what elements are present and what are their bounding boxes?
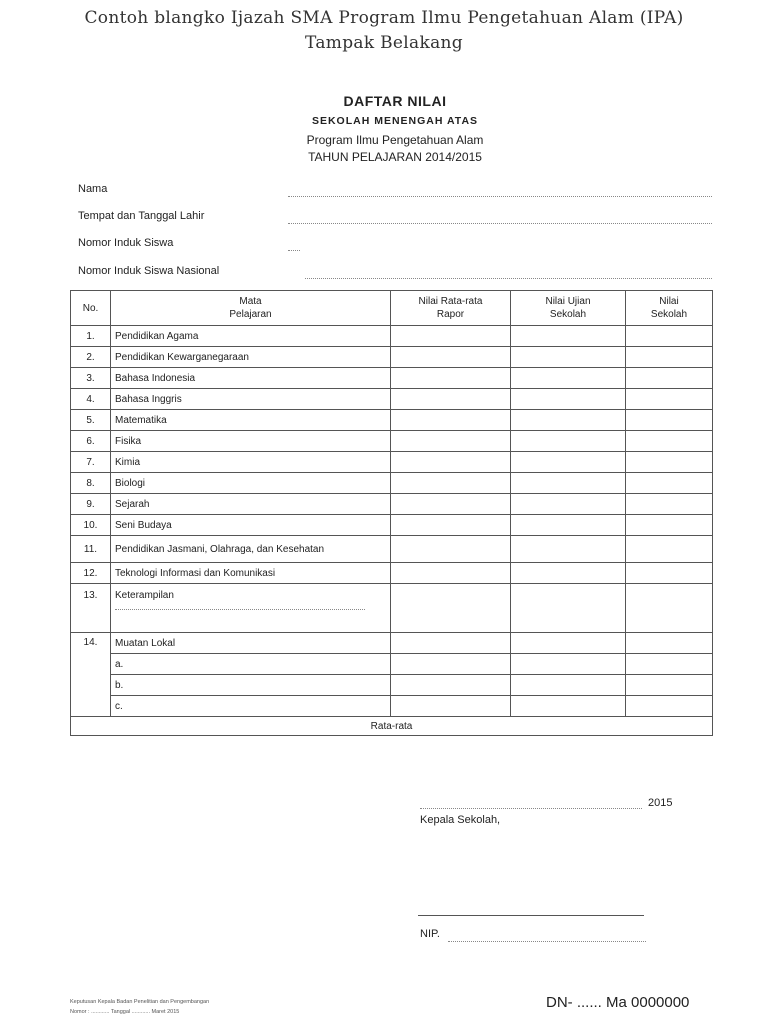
cell-ujian	[511, 347, 626, 368]
table-row	[71, 494, 713, 515]
signature-line	[418, 915, 644, 916]
cell-rapor	[391, 494, 511, 515]
cell-sekolah	[626, 368, 713, 389]
row-subject: Keterampilan	[115, 590, 174, 601]
row-subject: Matematika	[111, 410, 391, 431]
row-no: 2.	[71, 347, 111, 368]
header-sekolah	[626, 291, 713, 326]
field-nisn-dots	[305, 278, 712, 279]
table-row	[71, 536, 713, 563]
table-row	[71, 515, 713, 536]
local-item-c: c.	[111, 696, 391, 717]
table-row	[71, 431, 713, 452]
table-row	[71, 410, 713, 431]
row-no: 13.	[71, 584, 111, 633]
header-rapor-line1: Nilai Rata-rata	[418, 296, 483, 307]
cell-sekolah	[626, 654, 713, 675]
average-label: Rata-rata	[71, 717, 713, 736]
row-no: 1.	[71, 326, 111, 347]
row-subject: Seni Budaya	[111, 515, 391, 536]
cell-sekolah	[626, 696, 713, 717]
cell-ujian	[511, 675, 626, 696]
program-name: Program Ilmu Pengetahuan Alam	[306, 133, 484, 147]
row-subject: Biologi	[111, 473, 391, 494]
header-sekolah-line2: Sekolah	[650, 309, 688, 320]
header-ujian-line1: Nilai Ujian	[545, 296, 591, 307]
header-ujian-line2: Sekolah	[549, 309, 587, 320]
field-name-dots	[288, 196, 712, 197]
cell-sekolah	[626, 389, 713, 410]
header-subject-line2: Pelajaran	[229, 309, 272, 320]
cell-rapor	[391, 696, 511, 717]
table-row	[71, 347, 713, 368]
row-subject: Muatan Lokal	[111, 633, 391, 654]
table-row	[71, 633, 713, 654]
cell-rapor	[391, 410, 511, 431]
cell-ujian	[511, 563, 626, 584]
cell-rapor	[391, 584, 511, 633]
serial-number: DN- ...... Ma 0000000	[546, 994, 690, 1011]
row-no: 3.	[71, 368, 111, 389]
row-subject: Fisika	[111, 431, 391, 452]
row-subject: Kimia	[111, 452, 391, 473]
academic-year: TAHUN PELAJARAN 2014/2015	[308, 150, 482, 164]
row-no: 6.	[71, 431, 111, 452]
row-no: 4.	[71, 389, 111, 410]
table-row	[71, 584, 713, 633]
field-nis-dots	[288, 250, 300, 251]
local-item-b: b.	[111, 675, 391, 696]
nip-label: NIP.	[420, 928, 440, 940]
cell-sekolah	[626, 473, 713, 494]
cell-rapor	[391, 536, 511, 563]
row-subject: Bahasa Indonesia	[111, 368, 391, 389]
row-subject: Pendidikan Jasmani, Olahraga, dan Kesehatan	[111, 536, 391, 563]
table-average-row	[71, 717, 713, 736]
table-row	[71, 473, 713, 494]
footer-note-line1: Keputusan Kepala Badan Penelitian dan Pengembangan	[70, 999, 210, 1005]
table-row	[71, 696, 713, 717]
row-no: 11.	[71, 536, 111, 563]
grades-table	[70, 290, 713, 736]
document-title: DAFTAR NILAI	[343, 93, 447, 109]
cell-sekolah	[626, 675, 713, 696]
row-subject-cell	[111, 584, 391, 633]
table-row	[71, 326, 713, 347]
cell-sekolah	[626, 536, 713, 563]
cell-rapor	[391, 563, 511, 584]
field-label-nis: Nomor Induk Siswa	[78, 237, 174, 249]
row-subject-dots	[115, 609, 365, 610]
table-header-row	[71, 291, 713, 326]
header-ujian	[511, 291, 626, 326]
cell-sekolah	[626, 584, 713, 633]
cell-sekolah	[626, 494, 713, 515]
row-no: 10.	[71, 515, 111, 536]
field-birth-dots	[288, 223, 712, 224]
row-no: 8.	[71, 473, 111, 494]
cell-ujian	[511, 473, 626, 494]
header-rapor-line2: Rapor	[436, 309, 465, 320]
cell-rapor	[391, 431, 511, 452]
cell-ujian	[511, 452, 626, 473]
cell-rapor	[391, 473, 511, 494]
cell-sekolah	[626, 431, 713, 452]
cell-ujian	[511, 696, 626, 717]
cell-ujian	[511, 368, 626, 389]
row-no: 5.	[71, 410, 111, 431]
field-label-nisn: Nomor Induk Siswa Nasional	[78, 265, 220, 277]
cell-rapor	[391, 675, 511, 696]
cell-ujian	[511, 494, 626, 515]
header-subject-line1: Mata	[239, 296, 262, 307]
cell-sekolah	[626, 633, 713, 654]
cell-ujian	[511, 515, 626, 536]
signature-date-dots	[420, 808, 642, 809]
table-row	[71, 389, 713, 410]
cell-ujian	[511, 536, 626, 563]
field-label-name: Nama	[78, 183, 108, 195]
cell-ujian	[511, 654, 626, 675]
school-level: SEKOLAH MENENGAH ATAS	[311, 115, 479, 127]
cell-rapor	[391, 633, 511, 654]
local-item-a: a.	[111, 654, 391, 675]
nip-dots	[448, 941, 646, 942]
cell-ujian	[511, 410, 626, 431]
caption-line-2: Tampak Belakang	[305, 33, 463, 53]
row-no: 12.	[71, 563, 111, 584]
field-label-birth: Tempat dan Tanggal Lahir	[78, 210, 205, 222]
table-row	[71, 675, 713, 696]
row-no: 9.	[71, 494, 111, 515]
signature-role: Kepala Sekolah,	[420, 814, 501, 826]
cell-rapor	[391, 452, 511, 473]
cell-rapor	[391, 347, 511, 368]
cell-rapor	[391, 515, 511, 536]
footer-note-line2: Nomor : ............ Tanggal ............ Maret 2015	[70, 1009, 180, 1015]
cell-sekolah	[626, 563, 713, 584]
table-row	[71, 368, 713, 389]
row-no: 7.	[71, 452, 111, 473]
row-subject: Pendidikan Kewarganegaraan	[111, 347, 391, 368]
cell-rapor	[391, 326, 511, 347]
table-row	[71, 654, 713, 675]
cell-ujian	[511, 326, 626, 347]
row-subject: Bahasa Inggris	[111, 389, 391, 410]
caption-line-1: Contoh blangko Ijazah SMA Program Ilmu Pengetahuan Alam (IPA)	[84, 8, 684, 28]
cell-sekolah	[626, 347, 713, 368]
header-rapor	[391, 291, 511, 326]
table-row	[71, 563, 713, 584]
cell-sekolah	[626, 326, 713, 347]
table-row	[71, 452, 713, 473]
signature-year: 2015	[648, 797, 673, 809]
row-subject: Pendidikan Agama	[111, 326, 391, 347]
cell-sekolah	[626, 515, 713, 536]
cell-sekolah	[626, 410, 713, 431]
cell-ujian	[511, 633, 626, 654]
row-subject: Sejarah	[111, 494, 391, 515]
row-subject: Teknologi Informasi dan Komunikasi	[111, 563, 391, 584]
cell-sekolah	[626, 452, 713, 473]
cell-rapor	[391, 654, 511, 675]
cell-ujian	[511, 389, 626, 410]
cell-ujian	[511, 584, 626, 633]
cell-rapor	[391, 389, 511, 410]
header-subject	[111, 291, 391, 326]
header-no: No.	[71, 291, 111, 326]
cell-rapor	[391, 368, 511, 389]
cell-ujian	[511, 431, 626, 452]
row-no: 14.	[71, 633, 111, 717]
header-sekolah-line1: Nilai	[659, 296, 679, 307]
